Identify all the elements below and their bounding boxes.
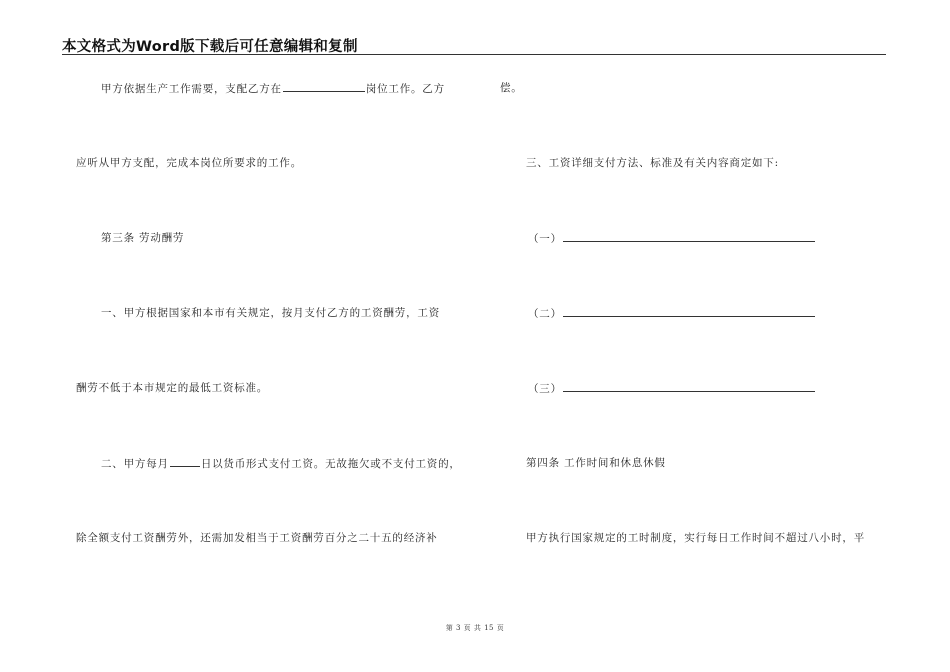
item-3 — [528, 380, 816, 396]
item-2-label: （二） — [528, 308, 562, 320]
article-4-heading: 第四条 工作时间和休息休假 — [526, 457, 666, 469]
item-1-label: （一） — [528, 233, 562, 245]
item-3-blank — [563, 380, 815, 392]
right-line-7: 甲方执行国家规定的工时制度，实行每日工作时间不超过八小时，平 — [526, 532, 865, 544]
left-line-6-end: 日以货币形式支付工资。无故拖欠或不支付工资的， — [200, 458, 461, 470]
right-line-2: 三、工资详细支付方法、标准及有关内容商定如下: — [526, 157, 779, 169]
left-line-5: 酬劳不低于本市规定的最低工资标准。 — [76, 382, 269, 394]
left-line-6-start: 二、甲方每月 — [101, 458, 169, 470]
left-line-2: 应听从甲方支配，完成本岗位所要求的工作。 — [76, 157, 302, 169]
item-3-label: （三） — [528, 383, 562, 395]
item-2 — [528, 305, 816, 321]
left-line-7: 除全额支付工资酬劳外，还需加发相当于工资酬劳百分之二十五的经济补 — [76, 532, 438, 544]
page-header — [62, 34, 886, 55]
header-title: 本文格式为Word版下载后可任意编辑和复制 — [62, 39, 358, 55]
left-line-4: 一、甲方根据国家和本市有关规定，按月支付乙方的工资酬劳，工资 — [101, 307, 440, 319]
item-1-blank — [563, 230, 815, 242]
left-line-1 — [101, 80, 445, 96]
right-line-1: 偿。 — [500, 82, 523, 94]
left-line-6 — [101, 455, 461, 471]
page-number: 第 3 页 共 15 页 — [445, 624, 505, 632]
left-line-1-start: 甲方依据生产工作需要，支配乙方在 — [101, 83, 282, 95]
item-1 — [528, 230, 816, 246]
item-2-blank — [563, 305, 815, 317]
article-3-heading: 第三条 劳动酬劳 — [101, 232, 185, 244]
payday-blank — [170, 455, 200, 467]
left-line-1-end: 岗位工作。乙方 — [365, 83, 445, 95]
position-blank — [283, 80, 365, 92]
